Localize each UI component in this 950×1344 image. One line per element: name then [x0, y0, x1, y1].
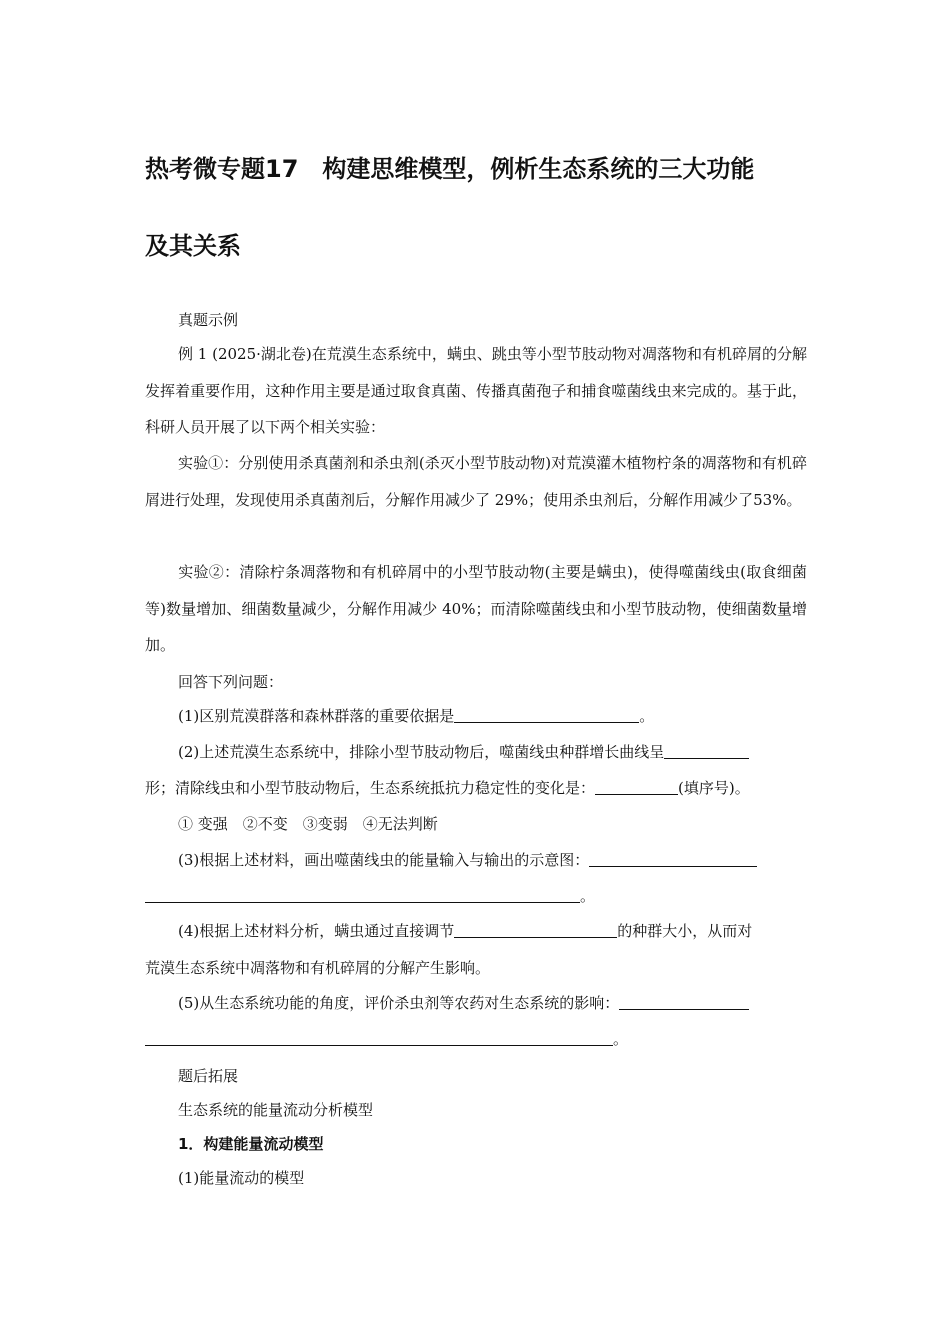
question-1-text: (1)区别荒漠群落和森林群落的重要依据是	[178, 707, 455, 725]
page-title-line-1: 热考微专题17 构建思维模型，例析生态系统的三大功能	[145, 155, 755, 183]
question-4-text: (4)根据上述材料分析，螨虫通过直接调节	[178, 922, 455, 940]
experiment-1-text: 实验①：分别使用杀真菌剂和杀虫剂(杀灭小型节肢动物)对荒漠灌木植物柠条的凋落物和有机碎屑进行处理，发现使用杀真菌剂后，分解作用减少了 29%；使用杀虫剂后，分解作用减少了53%。	[145, 454, 807, 509]
question-2-curve-blank[interactable]	[664, 742, 749, 759]
example-intro-paragraph	[145, 336, 807, 446]
question-3-text: (3)根据上述材料，画出噬菌线虫的能量输入与输出的示意图：	[178, 851, 590, 869]
question-5-text: (5)从生态系统功能的角度，评价杀虫剂等农药对生态系统的影响：	[178, 994, 620, 1012]
experiment-2-text: 实验②：清除柠条凋落物和有机碎屑中的小型节肢动物(主要是螨虫)，使得噬菌线虫(取食细菌等)数量增加、细菌数量减少，分解作用减少 40%；而清除噬菌线虫和小型节肢动物，使细菌数量增加。	[145, 563, 807, 654]
experiment-1-paragraph	[145, 445, 807, 518]
question-2	[178, 734, 807, 770]
question-1	[178, 698, 807, 734]
experiment-2-paragraph	[145, 554, 807, 664]
question-2-line-2	[145, 770, 807, 806]
page-title-line-2: 及其关系	[145, 232, 241, 260]
question-3-end: 。	[580, 887, 596, 905]
heading-energy-flow-model: 1．构建能量流动模型	[178, 1135, 324, 1153]
question-1-end: 。	[639, 707, 655, 725]
question-5-line-2	[145, 1021, 807, 1057]
question-2-options: ① 变强 ②不变 ③变弱 ④无法判断	[178, 815, 438, 833]
subheading-energy-flow-model: (1)能量流动的模型	[178, 1169, 305, 1187]
question-3-answer-blank-continued[interactable]	[145, 886, 580, 903]
question-4-line-2: 荒漠生态系统中凋落物和有机碎屑的分解产生影响。	[145, 959, 491, 977]
section-extension-label: 题后拓展	[178, 1067, 239, 1085]
question-2-line-2-text: 形；清除线虫和小型节肢动物后，生态系统抵抗力稳定性的变化是：	[145, 779, 596, 797]
question-2-stability-blank[interactable]	[595, 778, 678, 795]
section-real-exam-label: 真题示例	[178, 311, 239, 329]
question-5-end: 。	[613, 1030, 629, 1048]
question-3-answer-blank[interactable]	[589, 850, 757, 867]
question-4-after-text: 的种群大小，从而对	[617, 922, 753, 940]
question-2-text: (2)上述荒漠生态系统中，排除小型节肢动物后，噬菌线虫种群增长曲线呈	[178, 743, 665, 761]
answer-prompt: 回答下列问题：	[178, 673, 284, 691]
question-1-answer-blank[interactable]	[454, 706, 639, 723]
question-3	[178, 842, 807, 878]
question-4	[178, 913, 807, 949]
question-5-answer-blank-continued[interactable]	[145, 1029, 613, 1046]
question-4-answer-blank[interactable]	[454, 921, 617, 938]
question-5-answer-blank[interactable]	[619, 993, 749, 1010]
question-2-line-2-end: (填序号)。	[678, 779, 750, 797]
question-3-line-2	[145, 878, 807, 914]
question-5	[178, 985, 807, 1021]
model-title: 生态系统的能量流动分析模型	[178, 1101, 374, 1119]
example-intro-text: 例 1 (2025·湖北卷)在荒漠生态系统中，螨虫、跳虫等小型节肢动物对凋落物和有机碎屑的分解发挥着重要作用，这种作用主要是通过取食真菌、传播真菌孢子和捕食噬菌线虫来完成的。基于此，科研人员开展了以下两个相关实验：	[145, 345, 807, 436]
